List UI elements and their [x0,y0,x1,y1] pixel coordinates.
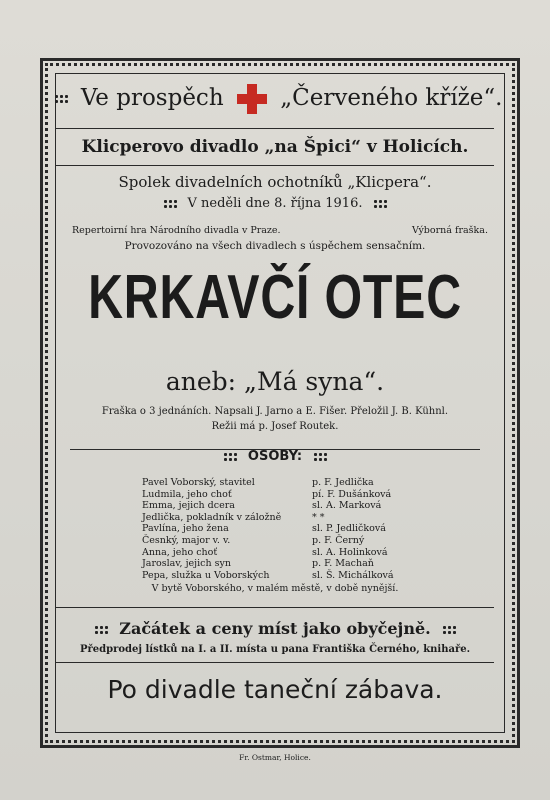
cast-heading [0,449,550,464]
cast-heading-text: OSOBY: [247,449,303,464]
cast-role: Pavlína, jeho žena [142,523,229,535]
society-name: Spolek divadelních ochotníků „Klicpera“. [118,173,432,191]
cast-role: Jaroslav, jejich syn [142,558,231,570]
cast-actor: p. F. Černý [312,535,365,546]
cast-row [142,558,442,569]
cast-role: Pavel Voborský, stavitel [142,477,255,488]
ornament-icon [373,199,387,209]
cast-actor: p. F. Machaň [312,558,374,570]
cast-row [142,489,442,500]
printer-credit: Fr. Ostmar, Holice. [239,753,311,762]
cast-role: Jedlička, pokladník v záložně [142,511,282,523]
cast-actor: sl. A. Holinková [312,546,388,558]
cast-row [142,523,442,534]
director-line: Režii má p. Josef Routek. [211,421,339,432]
ornament-icon [54,94,68,104]
cast-role: Emma, jejich dcera [142,500,235,512]
dance-line: Po divadle taneční zábava. [107,675,443,704]
cast-role: Ludmila, jeho choť [142,488,232,500]
cast-row [142,500,442,511]
cast-actor: pí. F. Dušánková [312,488,392,500]
theatre-name: Klicperovo divadlo „na Špici“ v Holicích. [81,137,469,157]
cast-actor: sl. P. Jedličková [312,523,386,535]
ornament-icon [223,452,237,462]
credits-line: Fraška o 3 jednáních. Napsali J. Jarno a E. Fišer. Přeložil J. B. Kühnl. [101,406,449,417]
success-note: Provozováno na všech divadlech s úspěchem sensačním. [124,240,426,252]
benefit-prefix: Ve prospěch [80,85,224,111]
ornament-icon [313,452,327,462]
ornament-icon [442,625,456,635]
cast-actor: sl. A. Marková [312,500,382,512]
cast-row [142,535,442,546]
divider [56,662,494,663]
performance-date [0,196,550,211]
ornament-icon [94,625,108,635]
benefit-org: „Červeného kříže“. [280,85,503,111]
divider [56,607,494,608]
cast-row [142,570,442,581]
cast-actor: sl. Š. Michálková [312,569,394,581]
cast-row [142,477,442,488]
start-text: Začátek a ceny míst jako obyčejně. [119,619,431,638]
cast-role: Česnký, major v. v. [142,535,231,546]
ornament-icon [163,199,177,209]
cast-actor: * * [312,511,325,523]
cast-actor: p. F. Jedlička [312,477,374,488]
divider [56,165,494,166]
genre-note: Výborná fraška. [411,225,488,236]
presale-line: Předprodej lístků na I. a II. místa u pana Františka Černého, knihaře. [79,644,471,655]
cast-row [142,547,442,558]
divider [56,128,494,129]
setting-note: V bytě Voborského, v malém městě, v době nynější. [151,583,399,594]
benefit-line [0,84,550,114]
red-cross-icon [237,84,267,114]
start-line [0,619,550,638]
repertoire-note: Repertoirní hra Národního divadla v Praze. [72,225,281,236]
cast-role: Pepa, služka u Voborských [142,569,270,581]
date-text: V neděli dne 8. října 1916. [187,196,363,211]
cast-role: Anna, jeho choť [142,546,218,558]
cast-row [142,512,442,523]
play-subtitle: aneb: „Má syna“. [165,367,385,396]
play-title: KRKAVČÍ OTEC [88,263,462,332]
